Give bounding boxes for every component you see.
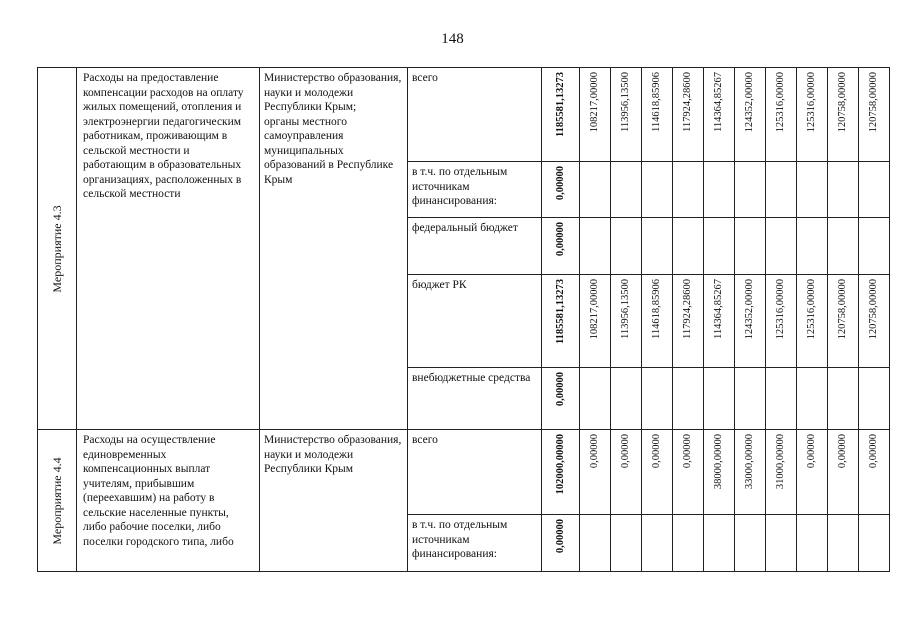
year-cell <box>704 218 735 275</box>
year-cell <box>673 275 704 368</box>
year-cell <box>735 162 766 218</box>
year-cell <box>828 68 859 162</box>
executor-cell: Министерство образования, науки и молодежи Республики Крым; органы местного самоуправления муниципальных образований в Республике Крым <box>260 68 408 430</box>
year-value: 108217,00000 <box>589 279 600 340</box>
year-value: 31000,00000 <box>775 434 786 490</box>
year-value: 114618,85906 <box>651 72 662 132</box>
year-cell <box>704 68 735 162</box>
year-cell <box>611 515 642 572</box>
total-value: 0,00000 <box>554 519 566 554</box>
total-cell <box>542 162 580 218</box>
year-cell <box>859 275 890 368</box>
year-value: 33000,00000 <box>744 434 755 490</box>
year-cell <box>580 218 611 275</box>
year-cell <box>859 218 890 275</box>
year-value: 120758,00000 <box>837 279 848 340</box>
year-cell <box>797 430 828 515</box>
year-value: 0,00000 <box>837 434 848 469</box>
year-value: 0,00000 <box>589 434 600 469</box>
total-value: 0,00000 <box>554 372 566 407</box>
year-cell <box>580 368 611 430</box>
page-number: 148 <box>441 31 464 47</box>
year-cell <box>828 218 859 275</box>
year-cell <box>735 218 766 275</box>
year-cell <box>735 368 766 430</box>
year-cell <box>766 68 797 162</box>
year-cell <box>611 68 642 162</box>
total-value: 102000,00000 <box>554 434 566 495</box>
year-cell <box>673 515 704 572</box>
total-cell <box>542 368 580 430</box>
year-cell <box>611 430 642 515</box>
year-cell <box>642 68 673 162</box>
year-cell <box>766 275 797 368</box>
year-value: 125316,00000 <box>806 279 817 340</box>
year-value: 120758,00000 <box>837 72 848 133</box>
year-cell <box>735 275 766 368</box>
year-cell <box>580 275 611 368</box>
year-cell <box>735 430 766 515</box>
funding-source: всего <box>408 430 542 515</box>
year-cell <box>704 275 735 368</box>
year-cell <box>611 162 642 218</box>
year-cell <box>580 515 611 572</box>
year-cell <box>766 218 797 275</box>
measure-description: Расходы на предоставление компенсации расходов на оплату жилых помещений, отопления и электроэнергии педагогическим работникам, проживающим в сельской местности и работающим в образовательных организациях, расположенных в сельской местности <box>77 68 260 430</box>
year-value: 120758,00000 <box>868 72 879 133</box>
year-cell <box>642 275 673 368</box>
year-cell <box>735 515 766 572</box>
year-value: 117924,28600 <box>682 72 693 132</box>
year-cell <box>828 275 859 368</box>
funding-source: федеральный бюджет <box>408 218 542 275</box>
year-cell <box>859 162 890 218</box>
year-cell <box>704 162 735 218</box>
year-cell <box>797 68 828 162</box>
year-cell <box>797 218 828 275</box>
year-cell <box>673 68 704 162</box>
year-cell <box>704 368 735 430</box>
total-cell <box>542 68 580 162</box>
executor-cell: Министерство образования, науки и молодежи Республики Крым <box>260 430 408 572</box>
year-cell <box>642 218 673 275</box>
year-cell <box>580 430 611 515</box>
funding-source: всего <box>408 68 542 162</box>
year-cell <box>673 218 704 275</box>
year-cell <box>642 162 673 218</box>
year-cell <box>859 68 890 162</box>
total-cell <box>542 515 580 572</box>
year-cell <box>828 430 859 515</box>
measure-label: Мероприятие 4.3 <box>49 204 64 293</box>
year-cell <box>611 218 642 275</box>
year-value: 113956,13500 <box>620 279 631 339</box>
year-cell <box>766 368 797 430</box>
year-value: 38000,00000 <box>713 434 724 490</box>
measure-cell <box>38 430 77 572</box>
funding-source: в т.ч. по отдельным источникам финансирования: <box>408 162 542 218</box>
year-value: 124352,00000 <box>744 72 755 133</box>
total-value: 0,00000 <box>554 222 566 257</box>
year-cell <box>611 275 642 368</box>
year-cell <box>828 368 859 430</box>
year-cell <box>859 368 890 430</box>
year-cell <box>797 515 828 572</box>
year-value: 114364,85267 <box>713 72 724 132</box>
measure-description: Расходы на осуществление единовременных компенсационных выплат учителям, прибывшим (переехавшим) на работу в сельские населенные пункты, либо рабочие поселки, либо поселки городского типа, либо <box>77 430 260 572</box>
year-value: 120758,00000 <box>868 279 879 340</box>
year-cell <box>704 430 735 515</box>
table-row <box>38 430 890 515</box>
year-cell <box>828 515 859 572</box>
year-value: 124352,00000 <box>744 279 755 340</box>
year-cell <box>797 162 828 218</box>
year-value: 0,00000 <box>620 434 631 469</box>
measure-label: Мероприятие 4.4 <box>49 456 64 545</box>
year-value: 0,00000 <box>868 434 879 469</box>
year-cell <box>642 430 673 515</box>
measure-cell <box>38 68 77 430</box>
year-value: 0,00000 <box>651 434 662 469</box>
total-value: 1185581,13273 <box>554 279 566 345</box>
year-value: 125316,00000 <box>806 72 817 133</box>
year-value: 108217,00000 <box>589 72 600 133</box>
year-cell <box>735 68 766 162</box>
year-value: 113956,13500 <box>620 72 631 132</box>
total-cell <box>542 275 580 368</box>
year-value: 0,00000 <box>806 434 817 469</box>
year-cell <box>859 430 890 515</box>
total-value: 1185581,13273 <box>554 72 566 138</box>
year-cell <box>673 162 704 218</box>
year-value: 0,00000 <box>682 434 693 469</box>
year-cell <box>859 515 890 572</box>
total-cell <box>542 430 580 515</box>
year-value: 117924,28600 <box>682 279 693 339</box>
year-cell <box>611 368 642 430</box>
year-value: 125316,00000 <box>775 279 786 340</box>
year-cell <box>580 162 611 218</box>
total-cell <box>542 218 580 275</box>
funding-source: в т.ч. по отдельным источникам финансирования: <box>408 515 542 572</box>
funding-source: бюджет РК <box>408 275 542 368</box>
year-cell <box>642 368 673 430</box>
year-value: 114364,85267 <box>713 279 724 339</box>
year-cell <box>766 162 797 218</box>
table-row <box>38 68 890 162</box>
year-cell <box>828 162 859 218</box>
year-cell <box>673 430 704 515</box>
year-cell <box>673 368 704 430</box>
budget-table <box>37 67 890 572</box>
total-value: 0,00000 <box>554 166 566 201</box>
year-value: 125316,00000 <box>775 72 786 133</box>
year-cell <box>704 515 735 572</box>
funding-source: внебюджетные средства <box>408 368 542 430</box>
year-cell <box>642 515 673 572</box>
year-cell <box>797 275 828 368</box>
year-cell <box>580 68 611 162</box>
year-cell <box>766 515 797 572</box>
year-cell <box>766 430 797 515</box>
year-value: 114618,85906 <box>651 279 662 339</box>
year-cell <box>797 368 828 430</box>
